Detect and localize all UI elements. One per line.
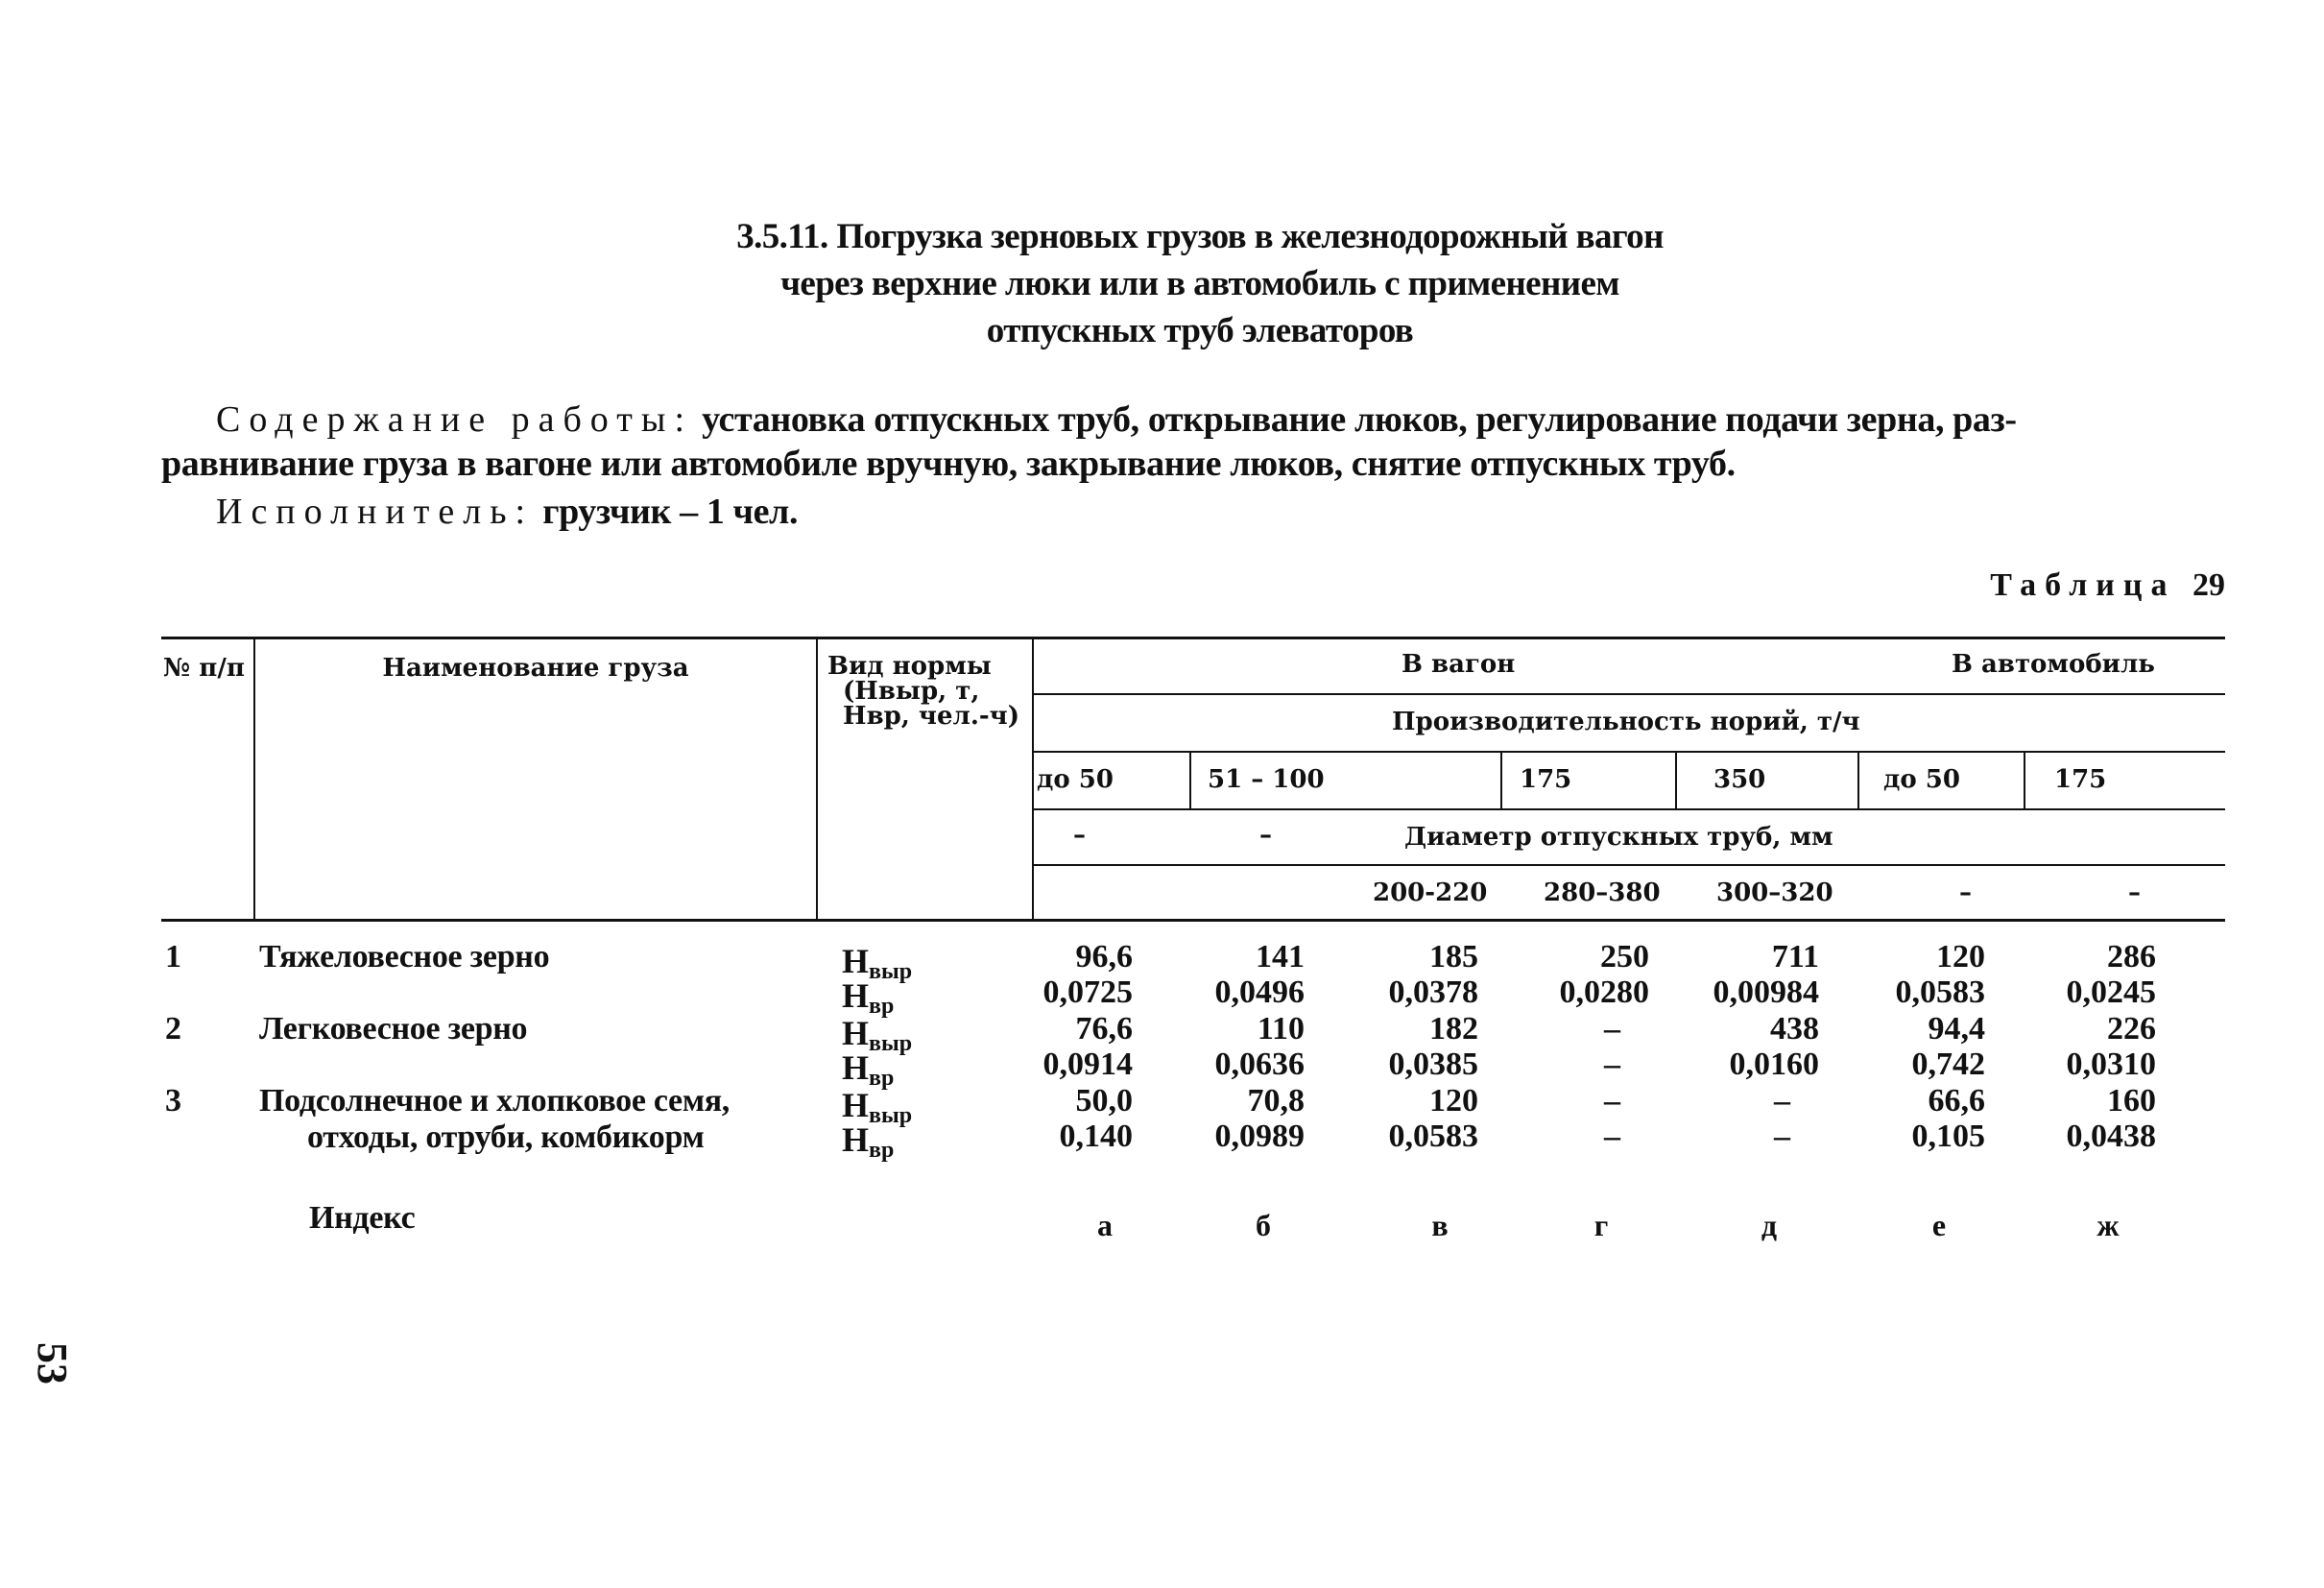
header-norm-line-1: Вид нормы (827, 652, 992, 681)
row-3-name-line-2: отходы, отруби, комбикорм (307, 1119, 705, 1155)
cell-row-1-out-col-3: 185 (1429, 939, 1478, 974)
header-bottom-rule (161, 919, 2225, 922)
diam-value-4: – (1959, 878, 1972, 907)
norm-sub-out: выр (869, 1031, 913, 1056)
cell-row-3-time-col-5: – (1774, 1119, 1790, 1154)
cell-row-3-out-col-7: 160 (2107, 1083, 2156, 1119)
heading-line-1: 3.5.11. Погрузка зерновых грузов в железнодорожный вагон (736, 217, 1664, 256)
prod-value-4: 350 (1713, 765, 1766, 794)
cell-row-2-out-col-4: – (1604, 1011, 1620, 1047)
cell-row-2-time-col-3: 0,0385 (1388, 1047, 1478, 1082)
value-divider-4 (1857, 751, 1859, 808)
cell-row-1-time-col-6: 0,0583 (1895, 974, 1985, 1010)
diam-dash-1: – (1073, 821, 1086, 850)
row-1-name: Тяжеловесное зерно (259, 939, 550, 974)
header-norm-line-2: (Нвыр, т, (843, 677, 980, 706)
diam-dash-2: – (1259, 821, 1272, 850)
cell-row-3-time-col-2: 0,0989 (1214, 1119, 1305, 1154)
executor-text: грузчик – 1 чел. (542, 492, 799, 532)
col-divider-3 (1032, 637, 1034, 921)
index-value-1: а (1097, 1208, 1113, 1242)
work-content-line-1 (161, 397, 2225, 442)
header-rule-diameter (1034, 808, 2225, 810)
cell-row-2-out-col-3: 182 (1429, 1011, 1478, 1047)
cell-row-2-time-col-5: 0,0160 (1729, 1047, 1819, 1082)
cell-row-2-out-col-7: 226 (2107, 1011, 2156, 1047)
table-top-rule (161, 637, 2225, 639)
header-to-car: В автомобиль (1952, 650, 2155, 679)
cell-row-3-out-col-5: – (1774, 1083, 1790, 1119)
value-divider-2 (1500, 751, 1502, 808)
cell-row-1-out-col-5: 711 (1771, 939, 1819, 974)
header-to-wagon: В вагон (1402, 650, 1516, 679)
section-heading (461, 213, 1939, 354)
cell-row-1-out-col-7: 286 (2107, 939, 2156, 974)
cell-row-2-time-col-7: 0,0310 (2066, 1047, 2156, 1082)
header-norm-type (827, 654, 1019, 729)
cell-row-3-out-col-3: 120 (1429, 1083, 1478, 1119)
row-1-num: 1 (165, 939, 181, 974)
row-3-name-line-1: Подсолнечное и хлопковое семя, (259, 1083, 730, 1119)
cell-row-3-out-col-2: 70,8 (1247, 1083, 1305, 1119)
header-cargo-name: Наименование груза (382, 654, 689, 683)
executor-line (216, 490, 2280, 534)
cell-row-1-time-col-3: 0,0378 (1388, 974, 1478, 1010)
cell-row-1-out-col-1: 96,6 (1075, 939, 1133, 974)
diam-value-3: 300–320 (1716, 878, 1833, 907)
cell-row-2-time-col-6: 0,742 (1911, 1047, 1985, 1082)
header-rule-productivity (1034, 693, 2225, 695)
heading-line-2: через верхние люки или в автомобиль с применением (780, 264, 1619, 303)
prod-value-6: 175 (2054, 765, 2107, 794)
norm-symbol: Н (842, 942, 870, 980)
index-value-4: г (1593, 1208, 1609, 1242)
norm-sub-out: выр (869, 1103, 913, 1128)
diam-value-5: – (2128, 878, 2141, 907)
index-label: Индекс (309, 1200, 416, 1236)
cell-row-2-out-col-5: 438 (1770, 1011, 1819, 1047)
norm-sub-time: вр (869, 994, 895, 1019)
cell-row-1-out-col-6: 120 (1936, 939, 1985, 974)
value-divider-1 (1189, 751, 1191, 808)
header-diameter: Диаметр отпускных труб, мм (1404, 823, 1833, 852)
row-3-norm-time (842, 1121, 894, 1168)
index-value-6: е (1931, 1208, 1947, 1242)
cell-row-2-out-col-2: 110 (1257, 1011, 1305, 1047)
heading-line-3: отпускных труб элеваторов (986, 311, 1414, 350)
work-content-text-1: установка отпускных труб, открывание люков, регулирование подачи зерна, раз- (702, 399, 2017, 440)
cell-row-1-out-col-4: 250 (1600, 939, 1649, 974)
work-content-text-2: равнивание груза в вагоне или автомобиле вручную, закрывание люков, снятие отпускных труб. (161, 444, 1736, 484)
cell-row-3-time-col-7: 0,0438 (2066, 1119, 2156, 1154)
col-divider-2 (816, 637, 818, 921)
executor-label: Исполнитель: (216, 492, 535, 532)
cell-row-3-out-col-4: – (1604, 1083, 1620, 1119)
cell-row-3-time-col-6: 0,105 (1911, 1119, 1985, 1154)
cell-row-1-time-col-1: 0,0725 (1042, 974, 1133, 1010)
cell-row-2-out-col-6: 94,4 (1928, 1011, 1985, 1047)
cell-row-3-out-col-1: 50,0 (1075, 1083, 1133, 1119)
cell-row-1-time-col-4: 0,0280 (1559, 974, 1649, 1010)
cell-row-2-time-col-2: 0,0636 (1214, 1047, 1305, 1082)
header-productivity: Производительность норий, т/ч (1392, 708, 1860, 736)
diam-value-2: 280–380 (1544, 878, 1661, 907)
prod-value-3: 175 (1520, 765, 1572, 794)
cell-row-3-time-col-3: 0,0583 (1388, 1119, 1478, 1154)
norm-symbol: Н (842, 1120, 870, 1159)
cell-row-1-out-col-2: 141 (1256, 939, 1305, 974)
index-value-7: ж (2096, 1208, 2120, 1242)
norm-symbol: Н (842, 1014, 870, 1052)
prod-value-5: до 50 (1883, 765, 1960, 794)
cell-row-3-out-col-6: 66,6 (1928, 1083, 1985, 1119)
index-value-5: д (1761, 1208, 1778, 1242)
index-value-2: б (1256, 1208, 1271, 1242)
header-rule-values (1034, 751, 2225, 753)
header-num: № п/п (163, 654, 245, 683)
table-caption-label: Таблица (1990, 567, 2176, 603)
row-3-num: 3 (165, 1083, 181, 1119)
table-caption (1990, 567, 2225, 604)
diam-value-1: 200-220 (1373, 878, 1488, 907)
header-norm-line-3: Нвр, чел.-ч) (843, 702, 1019, 731)
cell-row-2-out-col-1: 76,6 (1075, 1011, 1133, 1047)
cell-row-2-time-col-1: 0,0914 (1042, 1047, 1133, 1082)
norm-sub-time: вр (869, 1138, 895, 1163)
index-value-3: в (1431, 1208, 1449, 1242)
cell-row-1-time-col-5: 0,00984 (1713, 974, 1819, 1010)
cell-row-2-time-col-4: – (1604, 1047, 1620, 1082)
norm-symbol: Н (842, 976, 870, 1015)
row-2-name: Легковесное зерно (259, 1011, 528, 1047)
norm-symbol: Н (842, 1086, 870, 1124)
row-2-num: 2 (165, 1011, 181, 1047)
cell-row-1-time-col-7: 0,0245 (2066, 974, 2156, 1010)
norm-sub-out: выр (869, 959, 913, 984)
value-divider-3 (1675, 751, 1677, 808)
page-number: 53 (29, 1342, 76, 1384)
prod-value-1: до 50 (1037, 765, 1114, 794)
norm-symbol: Н (842, 1048, 870, 1087)
cell-row-3-time-col-1: 0,140 (1059, 1119, 1133, 1154)
work-content-line-2 (161, 442, 2225, 486)
value-divider-5 (2024, 751, 2025, 808)
table-caption-number: 29 (2192, 567, 2225, 603)
cell-row-1-time-col-2: 0,0496 (1214, 974, 1305, 1010)
work-content-label: Содержание работы: (216, 399, 694, 440)
prod-value-2: 51 – 100 (1208, 765, 1325, 794)
norm-sub-time: вр (869, 1066, 895, 1091)
header-rule-diam-values (1034, 864, 2225, 866)
cell-row-3-time-col-4: – (1604, 1119, 1620, 1154)
